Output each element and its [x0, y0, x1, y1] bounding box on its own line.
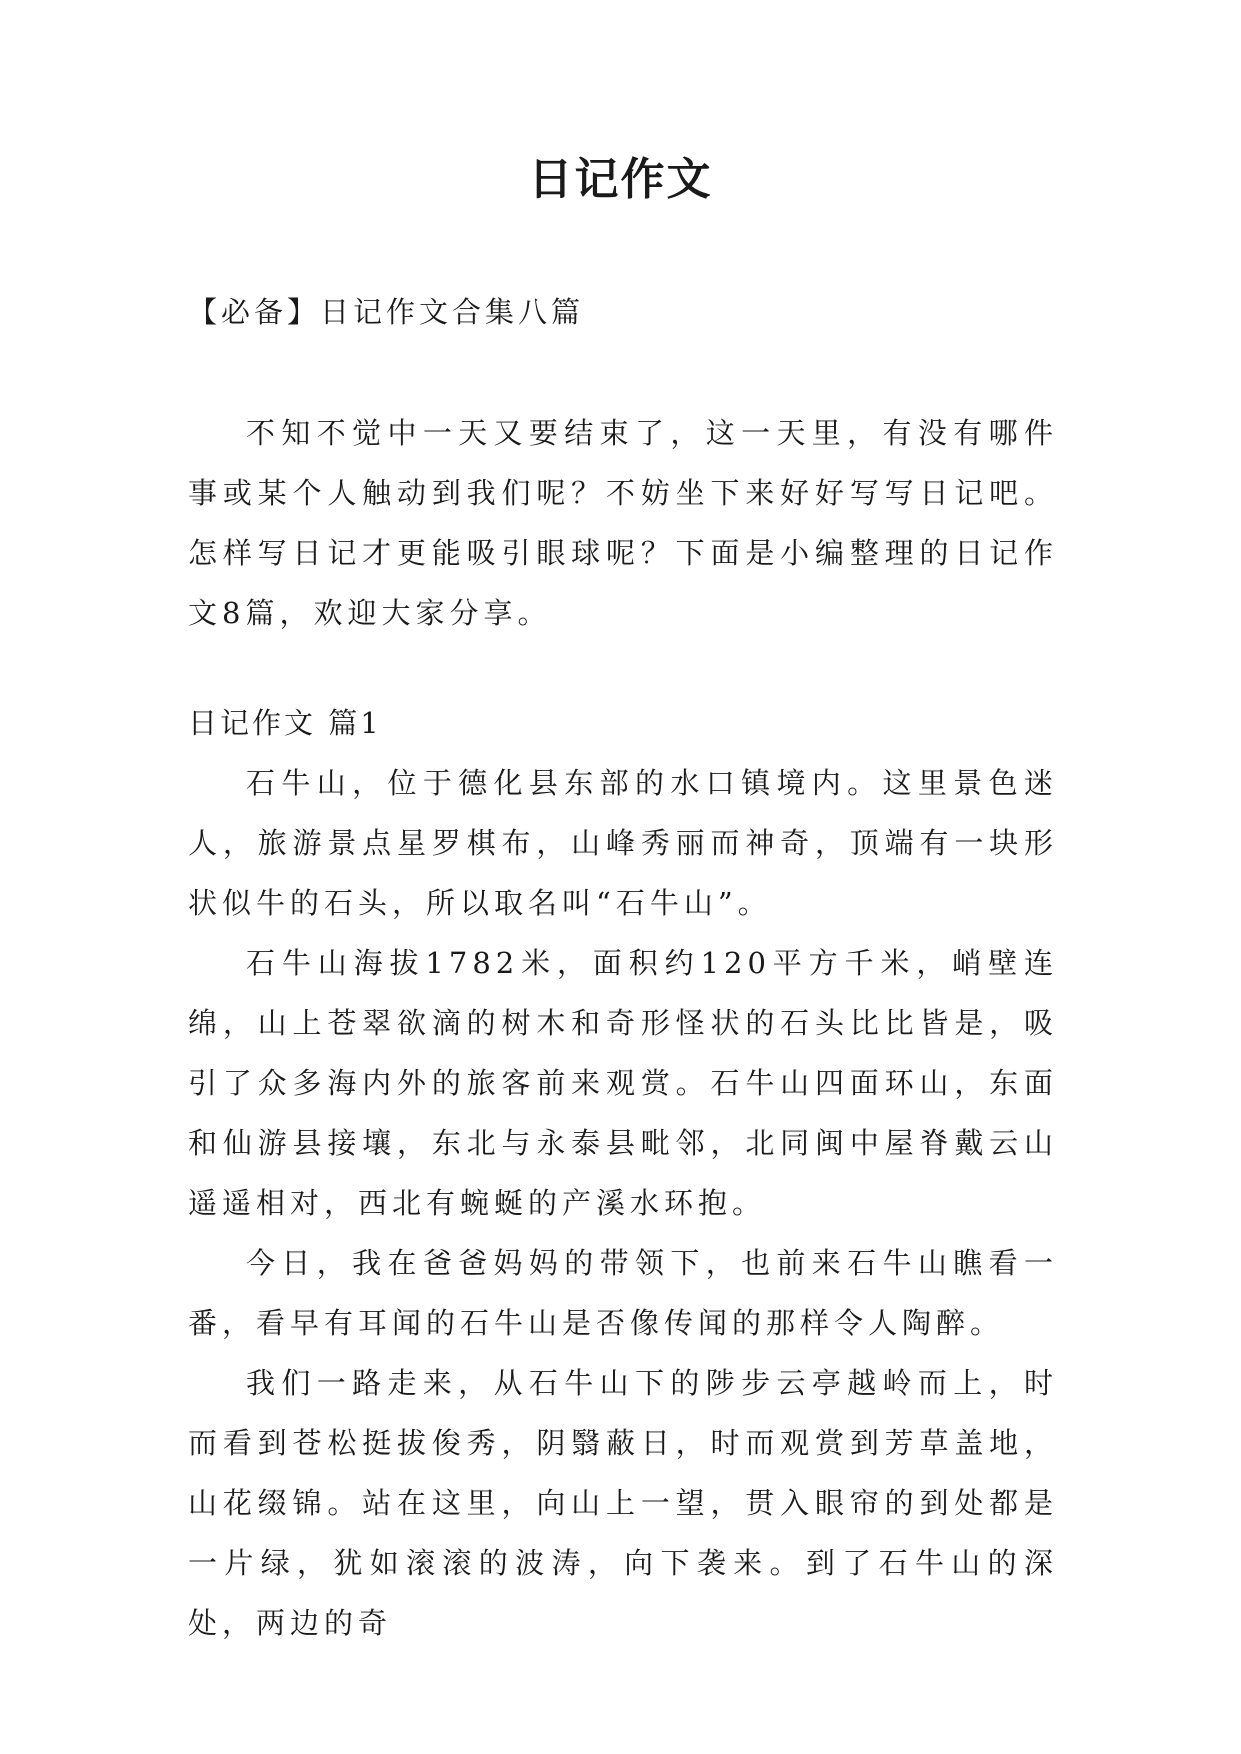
intro-block	[188, 403, 1058, 643]
body-paragraph: 石牛山，位于德化县东部的水口镇境内。这里景色迷人，旅游景点星罗棋布，山峰秀丽而神奇，顶端有一块形状似牛的石头，所以取名叫“石牛山”。	[188, 766, 1058, 920]
body-paragraph: 我们一路走来，从石牛山下的陟步云亭越岭而上，时而看到苍松挺拔俊秀，阴翳蔽日，时而观赏到芳草盖地，山花缀锦。站在这里，向山上一望，贯入眼帘的到处都是一片绿，犹如滚滚的波涛，向下袭来。到了石牛山的深处，两边的奇	[188, 1366, 1058, 1640]
body-paragraph: 今日，我在爸爸妈妈的带领下，也前来石牛山瞧看一番，看早有耳闻的石牛山是否像传闻的那样令人陶醉。	[188, 1246, 1058, 1340]
article-body	[188, 693, 1058, 1653]
document-subtitle: 【必备】日记作文合集八篇	[188, 295, 585, 329]
page-title: 日记作文	[528, 154, 713, 205]
intro-paragraph: 不知不觉中一天又要结束了，这一天里，有没有哪件事或某个人触动到我们呢？不妨坐下来好好写写日记吧。怎样写日记才更能吸引眼球呢？下面是小编整理的日记作文8篇，欢迎大家分享。	[188, 416, 1058, 630]
body-paragraph: 石牛山海拔1782米，面积约120平方千米，峭壁连绵，山上苍翠欲滴的树木和奇形怪状的石头比比皆是，吸引了众多海内外的旅客前来观赏。石牛山四面环山，东面和仙游县接壤，东北与永泰县毗邻，北同闽中屋脊戴云山遥遥相对，西北有蜿蜒的产溪水环抱。	[188, 946, 1058, 1220]
section-heading: 日记作文 篇1	[188, 706, 382, 740]
